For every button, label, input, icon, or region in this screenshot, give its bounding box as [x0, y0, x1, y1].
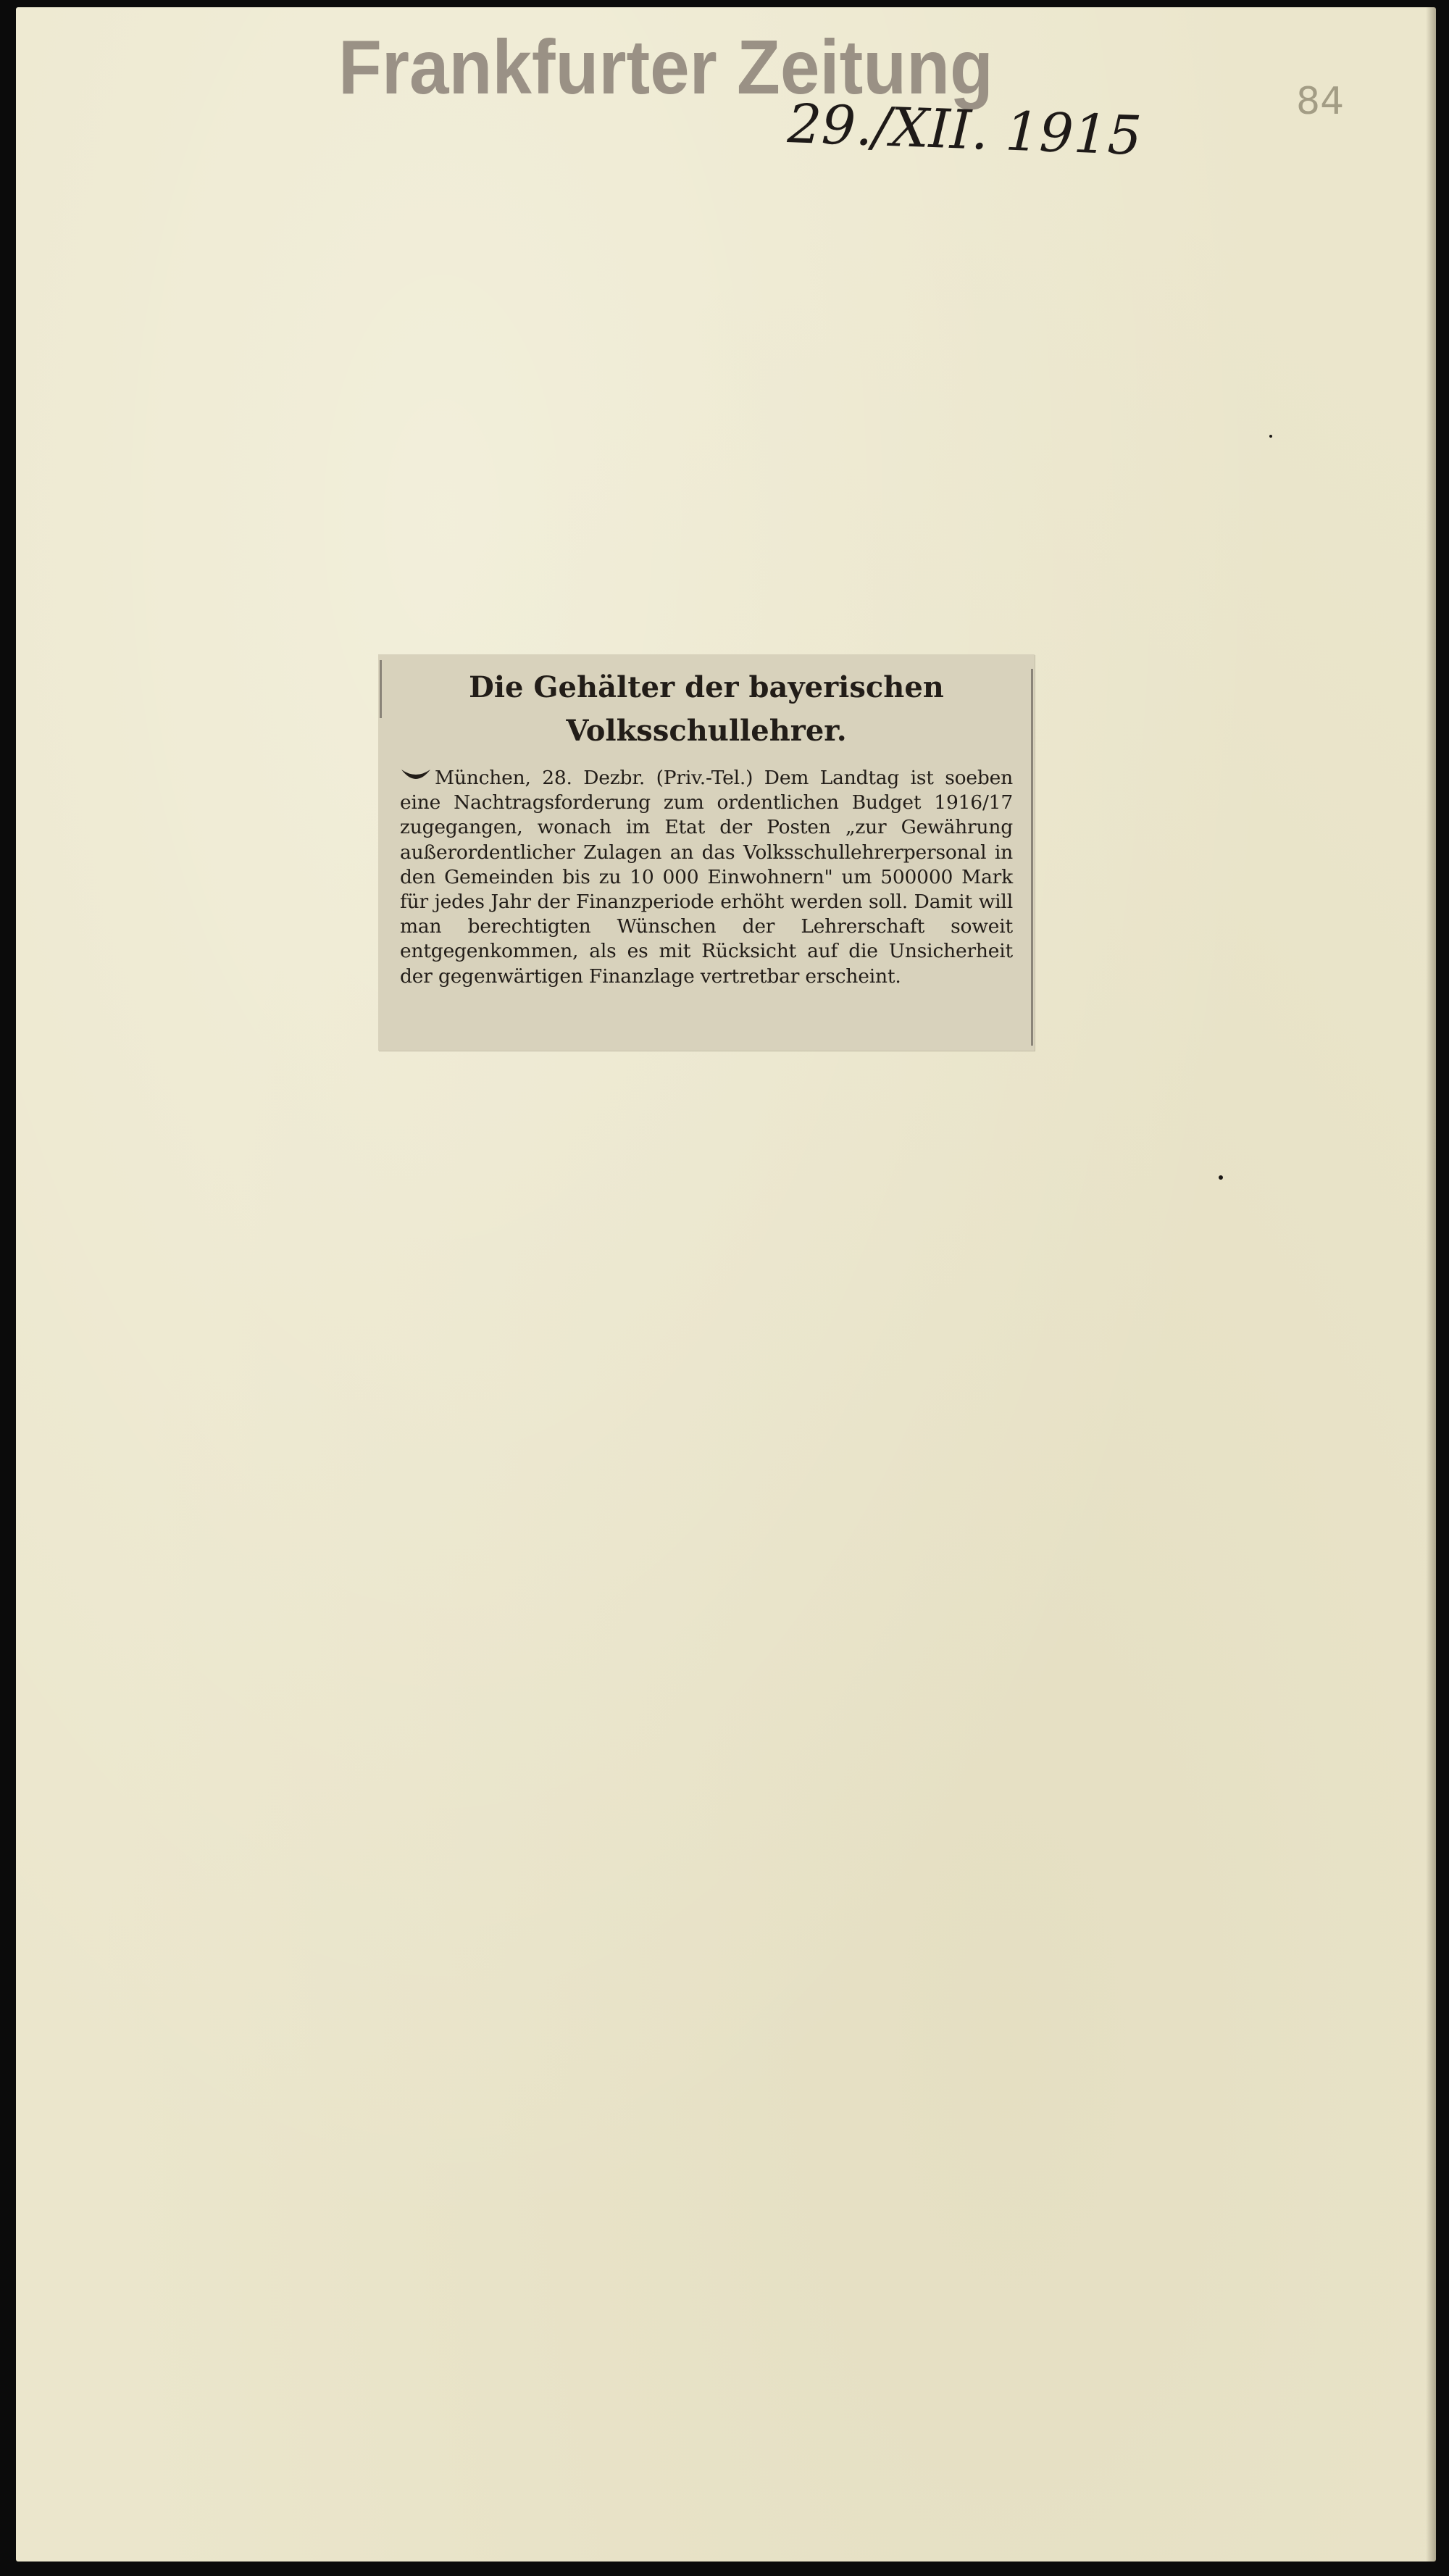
newspaper-stamp: Frankfurter Zeitung: [338, 24, 993, 110]
sheet-edge-shadow: [1426, 7, 1436, 2562]
article-headline: Die Gehälter der bayerischen Volksschullehrer.: [469, 670, 944, 748]
article-body: [400, 766, 1013, 989]
handwritten-date: 29./XII. 1915: [786, 93, 1143, 168]
clipping-border-left: [380, 660, 382, 718]
crescent-moon-icon: [400, 767, 432, 785]
article-body-text: München, 28. Dezbr. (Priv.-Tel.) Dem Landtag ist soeben eine Nachtragsforderung zum ordentlichen Budget 1916/17 zugegangen, wonach im Etat der Posten „zur Gewährung außerordentlicher Zulagen an das Volksschullehrerpersonal in den Gemeinden bis zu 10 000 Einwohnern" um 500000 Mark für jedes Jahr der Finanzperiode erhöht werden soll. Damit will man berechtigten Wünschen der Lehrerschaft soweit entgegenkommen, als es mit Rücksicht auf die Unsicherheit der gegenwärtigen Finanzlage vertretbar erscheint.: [400, 767, 1013, 988]
ink-speck: [1219, 1175, 1223, 1180]
page-number: 84: [1296, 80, 1345, 123]
archive-sheet: [16, 7, 1436, 2562]
newspaper-clipping: [378, 654, 1035, 1051]
ink-speck: [1269, 435, 1272, 438]
clipping-border-right: [1031, 669, 1033, 1046]
